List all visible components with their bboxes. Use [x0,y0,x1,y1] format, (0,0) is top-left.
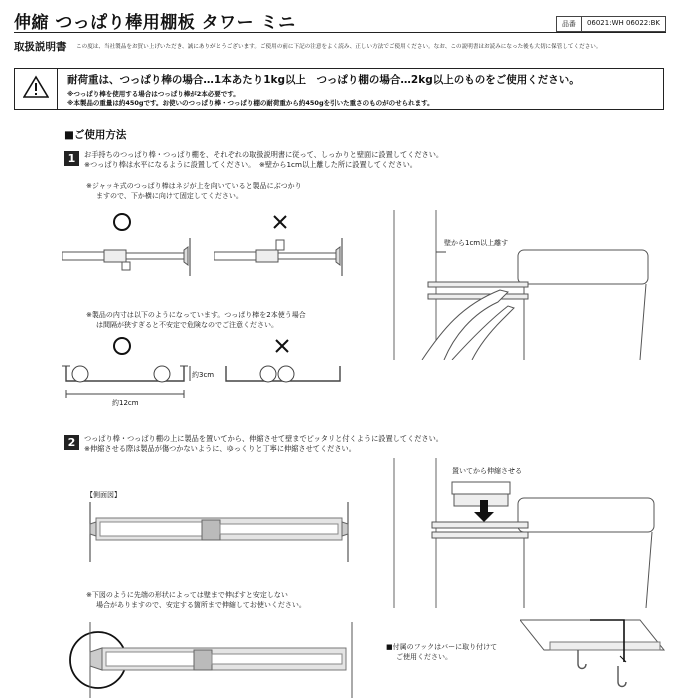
side-view-diagram [82,502,362,562]
ng-cross-icon [276,340,288,352]
wall-distance-label: 壁から1cm以上離す [444,239,509,247]
hook-icon [618,666,626,687]
hook-icon [578,650,586,669]
warning-note-2: ※本製品の重量は約450gです。お使いのつっぱり棒・つっぱり棚の耐荷重から約450gを引いた重さのものがのせられます。 [67,99,434,107]
product-codes: 06021:WH 06022:BK [586,19,660,27]
jack-note-2: ますので、下か横に向けて固定してください。 [96,192,243,200]
inner-size-note-1: ※製品の内寸は以下のようになっています。つっぱり棒を2本使う場合 [86,311,306,319]
height-dimension-label: 約3cm [192,371,215,379]
warning-box [14,68,664,110]
usage-heading: ■ご使用方法 [64,129,127,141]
ok-circle-icon [114,338,130,354]
page-title: 伸縮 つっぱり棒用棚板 タワー ミニ [14,13,296,33]
tip-note-1: ※下図のように先端の形状によっては壁まで伸ばすと安定しない [86,591,288,599]
jack-ok-diagram [62,210,202,280]
down-arrow-icon [474,512,494,522]
warning-icon [23,75,49,99]
manual-intro: この度は、当社製品をお買い上げいただき、誠にありがとうございます。ご使用の前に下記の注意をよく読み、正しい方法でご使用ください。なお、この説明書はお読みになった後も大切に保管してください。 [76,44,602,50]
step-2-note: ※伸縮させる際は製品が傷つかないように、ゆっくりと丁寧に伸縮させてください。 [84,444,356,453]
tip-note-2: 場合がありますので、安定する箇所まで伸縮してお使いください。 [96,601,306,609]
inner-size-ng-diagram [222,336,352,396]
step-1-text: お手持ちのつっぱり棒・つっぱり棚を、それぞれの取扱説明書に従って、しっかりと壁面に設置してください。 [84,150,444,159]
wall-installation-illustration [382,210,658,360]
product-code-box [556,16,666,32]
warning-separator [57,69,58,109]
header-divider [14,32,666,33]
inner-size-note-2: は間隔が狭すぎると不安定で危険なのでご注意ください。 [96,321,278,329]
hook-illustration [520,606,670,696]
place-then-extend-label: 置いてから伸縮させる [452,467,522,475]
load-capacity-warning: 耐荷重は、つっぱり棒の場合…1本あたり1kg以上 つっぱり棚の場合…2kg以上のものをご使用ください。 [67,74,580,86]
jack-ng-diagram [214,210,354,280]
width-dimension-label: 約12cm [112,399,139,407]
step-1-number: 1 [64,151,79,166]
warning-note-1: ※つっぱり棒を使用する場合はつっぱり棒が2本必要です。 [67,90,240,98]
jack-note-1: ※ジャッキ式のつっぱり棒はネジが上を向いていると製品にぶつかり [86,182,302,190]
tip-warning-diagram [62,618,362,698]
step-2-number: 2 [64,435,79,450]
placement-illustration [382,458,662,608]
step-2-text: つっぱり棒・つっぱり棚の上に製品を置いてから、伸縮させて壁までピッタリと付くように設置してください。 [84,434,443,443]
manual-heading: 取扱説明書 [14,41,67,53]
product-code-label: 品番 [557,17,582,31]
hook-note-2: ご使用ください。 [396,653,452,661]
hook-note-1: ■付属のフックはバーに取り付けて [386,643,498,651]
step-1-note: ※つっぱり棒は水平になるように設置してください。 ※壁から1cm以上離した所に設置してください。 [84,160,417,169]
ng-cross-icon [274,216,286,228]
side-view-label: 【側面図】 [86,491,121,499]
ok-circle-icon [114,214,130,230]
